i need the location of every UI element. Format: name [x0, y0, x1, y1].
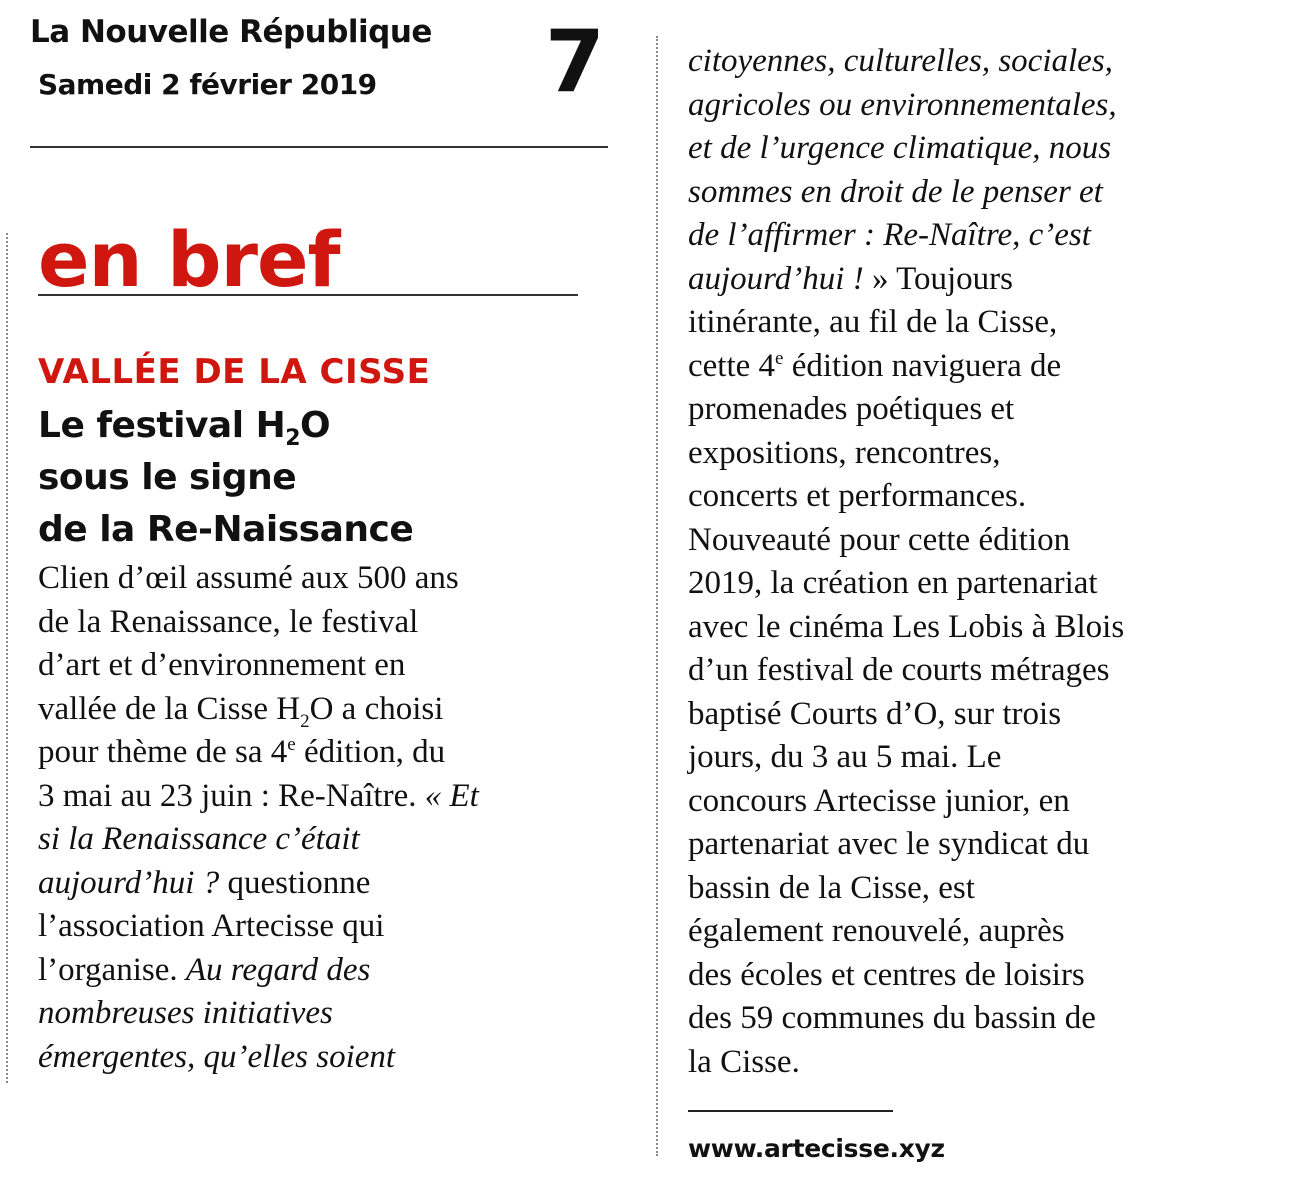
body-line: jours, du 3 au 5 mai. Le — [688, 739, 1002, 775]
body-text: cette 4 — [688, 347, 776, 384]
body-line — [38, 688, 479, 732]
section-rubric: en bref — [38, 215, 340, 304]
body-line: Clien d’œil assumé aux 500 ans — [38, 560, 459, 596]
quote-text: et de l’urgence climatique, nous — [688, 130, 1112, 166]
quote-text: aujourd’hui ? — [38, 864, 220, 901]
body-line: concerts et performances. — [688, 478, 1027, 514]
quote-text: agricoles ou environnementales, — [688, 86, 1117, 123]
body-line: de la Renaissance, le festival — [38, 603, 419, 640]
page-number: 7 — [545, 12, 605, 112]
website-link[interactable]: www.artecisse.xyz — [688, 1134, 945, 1163]
body-line — [688, 84, 1124, 128]
body-line: bassin de la Cisse, est — [688, 869, 975, 906]
body-text: vallée de la Cisse H — [38, 690, 301, 727]
body-line — [38, 862, 479, 906]
masthead-divider — [30, 146, 608, 148]
body-line: l’association Artecisse qui — [38, 908, 385, 944]
body-text: pour thème de sa 4 — [38, 734, 288, 770]
body-line: partenariat avec le syndicat du — [688, 826, 1090, 862]
newspaper-name: La Nouvelle République — [30, 14, 432, 50]
body-line: avec le cinéma Les Lobis à Blois — [688, 608, 1125, 645]
body-line — [38, 1036, 479, 1080]
superscript: e — [775, 347, 784, 369]
body-line: des 59 communes du bassin de — [688, 1000, 1096, 1036]
article-body-left — [38, 557, 479, 1079]
body-line: d’un festival de courts métrages — [688, 652, 1110, 688]
left-column-rule — [6, 233, 8, 1083]
superscript: e — [287, 734, 296, 755]
quote-text: sommes en droit de le penser et — [688, 173, 1103, 210]
quote-text: « Et — [424, 777, 479, 814]
column-divider — [656, 36, 658, 1156]
publication-date: Samedi 2 février 2019 — [38, 68, 377, 101]
body-line — [688, 171, 1124, 215]
quote-text: émergentes, qu’elles soient — [38, 1038, 396, 1075]
quote-text: si la Renaissance c’était — [38, 821, 360, 857]
body-text: questionne — [219, 864, 371, 901]
body-text: édition, du — [295, 734, 446, 770]
subscript: 2 — [300, 710, 310, 732]
body-line — [38, 731, 479, 775]
body-line: Nouveauté pour cette édition — [688, 521, 1071, 558]
body-line — [688, 40, 1124, 84]
body-line: d’art et d’environnement en — [38, 647, 406, 683]
quote-text: citoyennes, culturelles, sociales, — [688, 43, 1113, 79]
quote-text: aujourd’hui ! — [688, 260, 864, 297]
quote-text: nombreuses initiatives — [38, 995, 333, 1031]
body-line — [38, 775, 479, 819]
body-line — [38, 818, 479, 862]
body-line: 2019, la création en partenariat — [688, 565, 1098, 601]
headline-subscript: 2 — [285, 426, 301, 451]
body-text: l’organise. — [38, 951, 186, 988]
signature-divider — [688, 1110, 893, 1112]
headline-line-3: de la Re-Naissance — [38, 509, 414, 550]
body-line: des écoles et centres de loisirs — [688, 956, 1085, 993]
body-line: expositions, rencontres, — [688, 434, 1001, 471]
body-line — [688, 258, 1124, 302]
body-line: la Cisse. — [688, 1043, 800, 1080]
body-text: édition naviguera de — [783, 347, 1062, 384]
headline-line-1 — [38, 400, 413, 452]
body-line — [38, 992, 479, 1036]
body-line: promenades poétiques et — [688, 391, 1015, 427]
quote-text: de l’affirmer : Re-Naître, c’est — [688, 217, 1091, 253]
body-line — [688, 345, 1124, 389]
article-body-right — [688, 40, 1124, 1084]
article-headline — [38, 400, 413, 556]
quote-text: Au regard des — [185, 951, 371, 988]
headline-text: Le festival H — [38, 405, 286, 446]
body-line: itinérante, au fil de la Cisse, — [688, 304, 1058, 340]
headline-text: O — [300, 405, 331, 446]
body-line — [38, 949, 479, 993]
body-line: également renouvelé, auprès — [688, 913, 1065, 949]
headline-line-2: sous le signe — [38, 457, 297, 498]
body-text: O a choisi — [309, 690, 444, 727]
article-kicker: VALLÉE DE LA CISSE — [38, 352, 431, 392]
body-line: concours Artecisse junior, en — [688, 782, 1070, 819]
body-text: 3 mai au 23 juin : Re-Naître. — [38, 777, 425, 814]
body-text: » Toujours — [863, 260, 1013, 297]
body-line — [688, 127, 1124, 171]
body-line — [688, 214, 1124, 258]
body-line: baptisé Courts d’O, sur trois — [688, 695, 1062, 732]
rubric-divider — [38, 294, 578, 296]
